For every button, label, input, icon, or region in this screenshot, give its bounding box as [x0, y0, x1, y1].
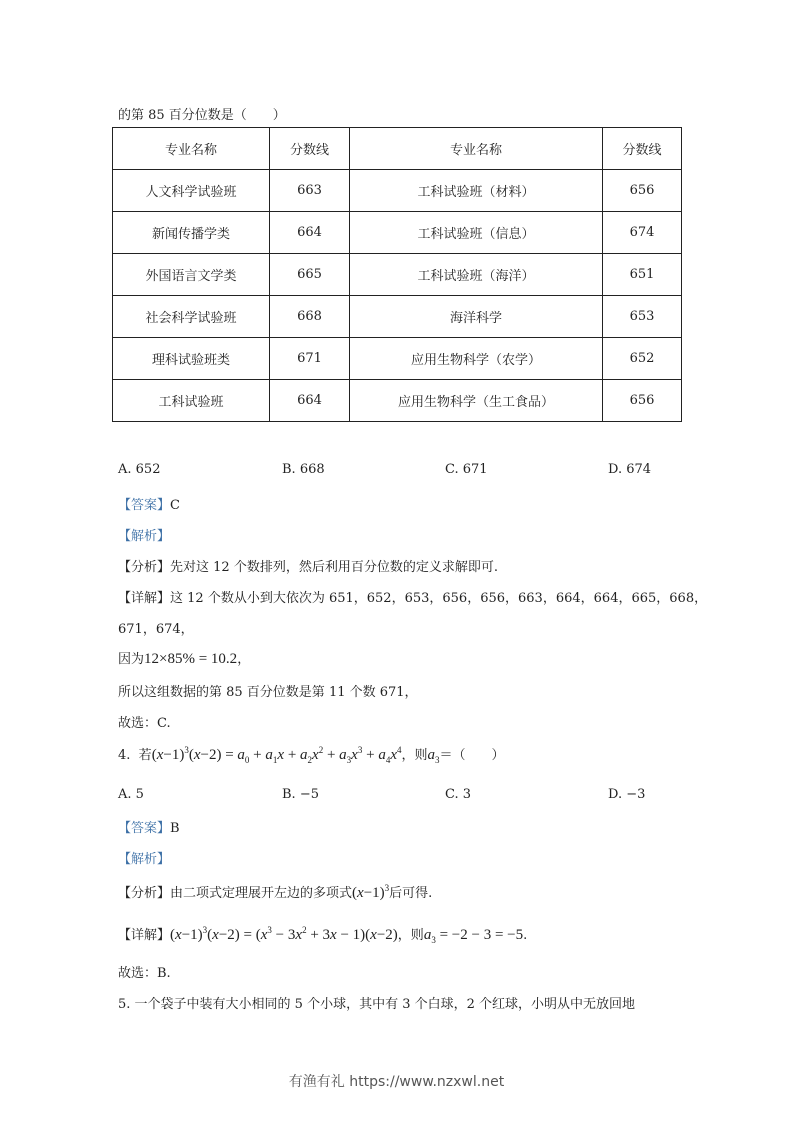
expansion-expression: $(x-1)^3(x-2) = (x^3 - 3x^2 + 3x - 1)(x-2)$: [170, 925, 398, 943]
table-cell: 工科试验班（材料）: [350, 170, 603, 212]
header-cell: 专业名称: [350, 128, 603, 170]
fenxi-text: 由二项式定理展开左边的多项式: [170, 886, 353, 901]
header-cell: 专业名称: [113, 128, 270, 170]
table-cell: 674: [603, 212, 682, 254]
table-row: [113, 212, 682, 254]
table-cell: 671: [270, 338, 350, 380]
binomial-expression: $(x-1)^3$: [352, 883, 390, 901]
q3-xiangjie-4: 所以这组数据的第 85 百分位数是第 11 个数 671，: [118, 685, 418, 700]
a3-symbol: $a_3$: [423, 927, 436, 945]
fenxi-tag: 【分析】: [118, 560, 171, 575]
q3-analysis-tag: 【解析】: [118, 529, 171, 544]
xiangjie-tag: 【详解】: [118, 928, 171, 943]
table-cell: 653: [603, 296, 682, 338]
table-row: [113, 254, 682, 296]
table-cell: 665: [270, 254, 350, 296]
table-cell: 656: [603, 170, 682, 212]
table-row: [113, 296, 682, 338]
q3-xiangjie-2: 671，674，: [118, 622, 194, 637]
xiangjie-then: ，则: [397, 928, 424, 943]
answer-value: B: [170, 821, 180, 836]
table-cell: 663: [270, 170, 350, 212]
q4-option-a: A. 5: [118, 787, 144, 802]
xiangjie-suffix: ，: [237, 652, 251, 667]
q4-analysis-tag: 【解析】: [118, 852, 171, 867]
xiangjie-end: .: [523, 928, 528, 943]
math-expression: 12×85% = 10.2: [144, 651, 238, 667]
table-cell: 人文科学试验班: [113, 170, 270, 212]
q4-stem: [118, 744, 505, 765]
table-cell: 理科试验班类: [113, 338, 270, 380]
table-cell: 652: [603, 338, 682, 380]
fenxi-tag: 【分析】: [118, 886, 171, 901]
q3-conclusion: 故选：C.: [118, 716, 171, 731]
table-cell: 新闻传播学类: [113, 212, 270, 254]
table-row: [113, 380, 682, 422]
q4-a3: $a_3$: [427, 747, 440, 765]
table-header-row: [113, 128, 682, 170]
table-cell: 海洋科学: [350, 296, 603, 338]
fenxi-suffix: 后可得.: [389, 886, 433, 901]
table-cell: 外国语言文学类: [113, 254, 270, 296]
header-cell: 分数线: [270, 128, 350, 170]
score-table: [112, 127, 682, 422]
table-cell: 668: [270, 296, 350, 338]
q4-answer: [118, 817, 180, 836]
q3-xiangjie-1: [118, 587, 707, 606]
xiangjie-prefix: 因为: [118, 652, 145, 667]
table-row: [113, 338, 682, 380]
q3-answer: [118, 494, 180, 513]
a3-result: = −2 − 3 = −5: [439, 927, 524, 943]
table-cell: 应用生物科学（生工食品）: [350, 380, 603, 422]
q3-option-c: C. 671: [445, 462, 488, 477]
table-cell: 应用生物科学（农学）: [350, 338, 603, 380]
q4-option-c: C. 3: [445, 787, 472, 802]
q4-option-b: B. −5: [282, 787, 319, 802]
table-cell: 664: [270, 380, 350, 422]
table-cell: 工科试验班（信息）: [350, 212, 603, 254]
table-cell: 656: [603, 380, 682, 422]
footer-watermark: 有渔有礼 https://www.nzxwl.net: [288, 1074, 505, 1090]
q3-xiangjie-3: [118, 648, 250, 668]
q4-stem-suffix: ，则: [401, 748, 428, 763]
xiangjie-text: 这 12 个数从小到大依次为 651，652，653，656，656，663，664，664，665，668，: [170, 591, 708, 606]
q4-conclusion: 故选：B.: [118, 966, 171, 981]
answer-tag: 【答案】: [118, 498, 171, 513]
q4-number: 4.: [118, 748, 131, 763]
q4-equation: $(x-1)^3(x-2) = a_0 + a_1x + a_2x^2 + a_3x^3 + a_4x^4$: [151, 745, 402, 765]
q5-stem: 5. 一个袋子中装有大小相同的 5 个小球，其中有 3 个白球，2 个红球，小明从中无放回地: [118, 997, 636, 1012]
table-row: [113, 170, 682, 212]
q3-fenxi: [118, 556, 498, 575]
table-cell: 工科试验班（海洋）: [350, 254, 603, 296]
q3-stem-tail: 的第 85 百分位数是（ ）: [118, 108, 286, 123]
q4-fenxi: [118, 882, 432, 902]
q4-option-d: D. −3: [608, 787, 646, 802]
q3-option-b: B. 668: [282, 462, 325, 477]
q4-blank: ＝（ ）: [439, 748, 505, 763]
fenxi-text: 先对这 12 个数排列，然后利用百分位数的定义求解即可.: [170, 560, 498, 575]
q4-xiangjie: [118, 924, 527, 945]
q4-stem-prefix: 若: [138, 748, 152, 763]
q3-option-a: A. 652: [118, 462, 161, 477]
table-cell: 工科试验班: [113, 380, 270, 422]
answer-tag: 【答案】: [118, 821, 171, 836]
answer-value: C: [170, 498, 180, 513]
header-cell: 分数线: [603, 128, 682, 170]
q3-option-d: D. 674: [608, 462, 652, 477]
xiangjie-tag: 【详解】: [118, 591, 171, 606]
table-cell: 社会科学试验班: [113, 296, 270, 338]
table-cell: 664: [270, 212, 350, 254]
table-cell: 651: [603, 254, 682, 296]
